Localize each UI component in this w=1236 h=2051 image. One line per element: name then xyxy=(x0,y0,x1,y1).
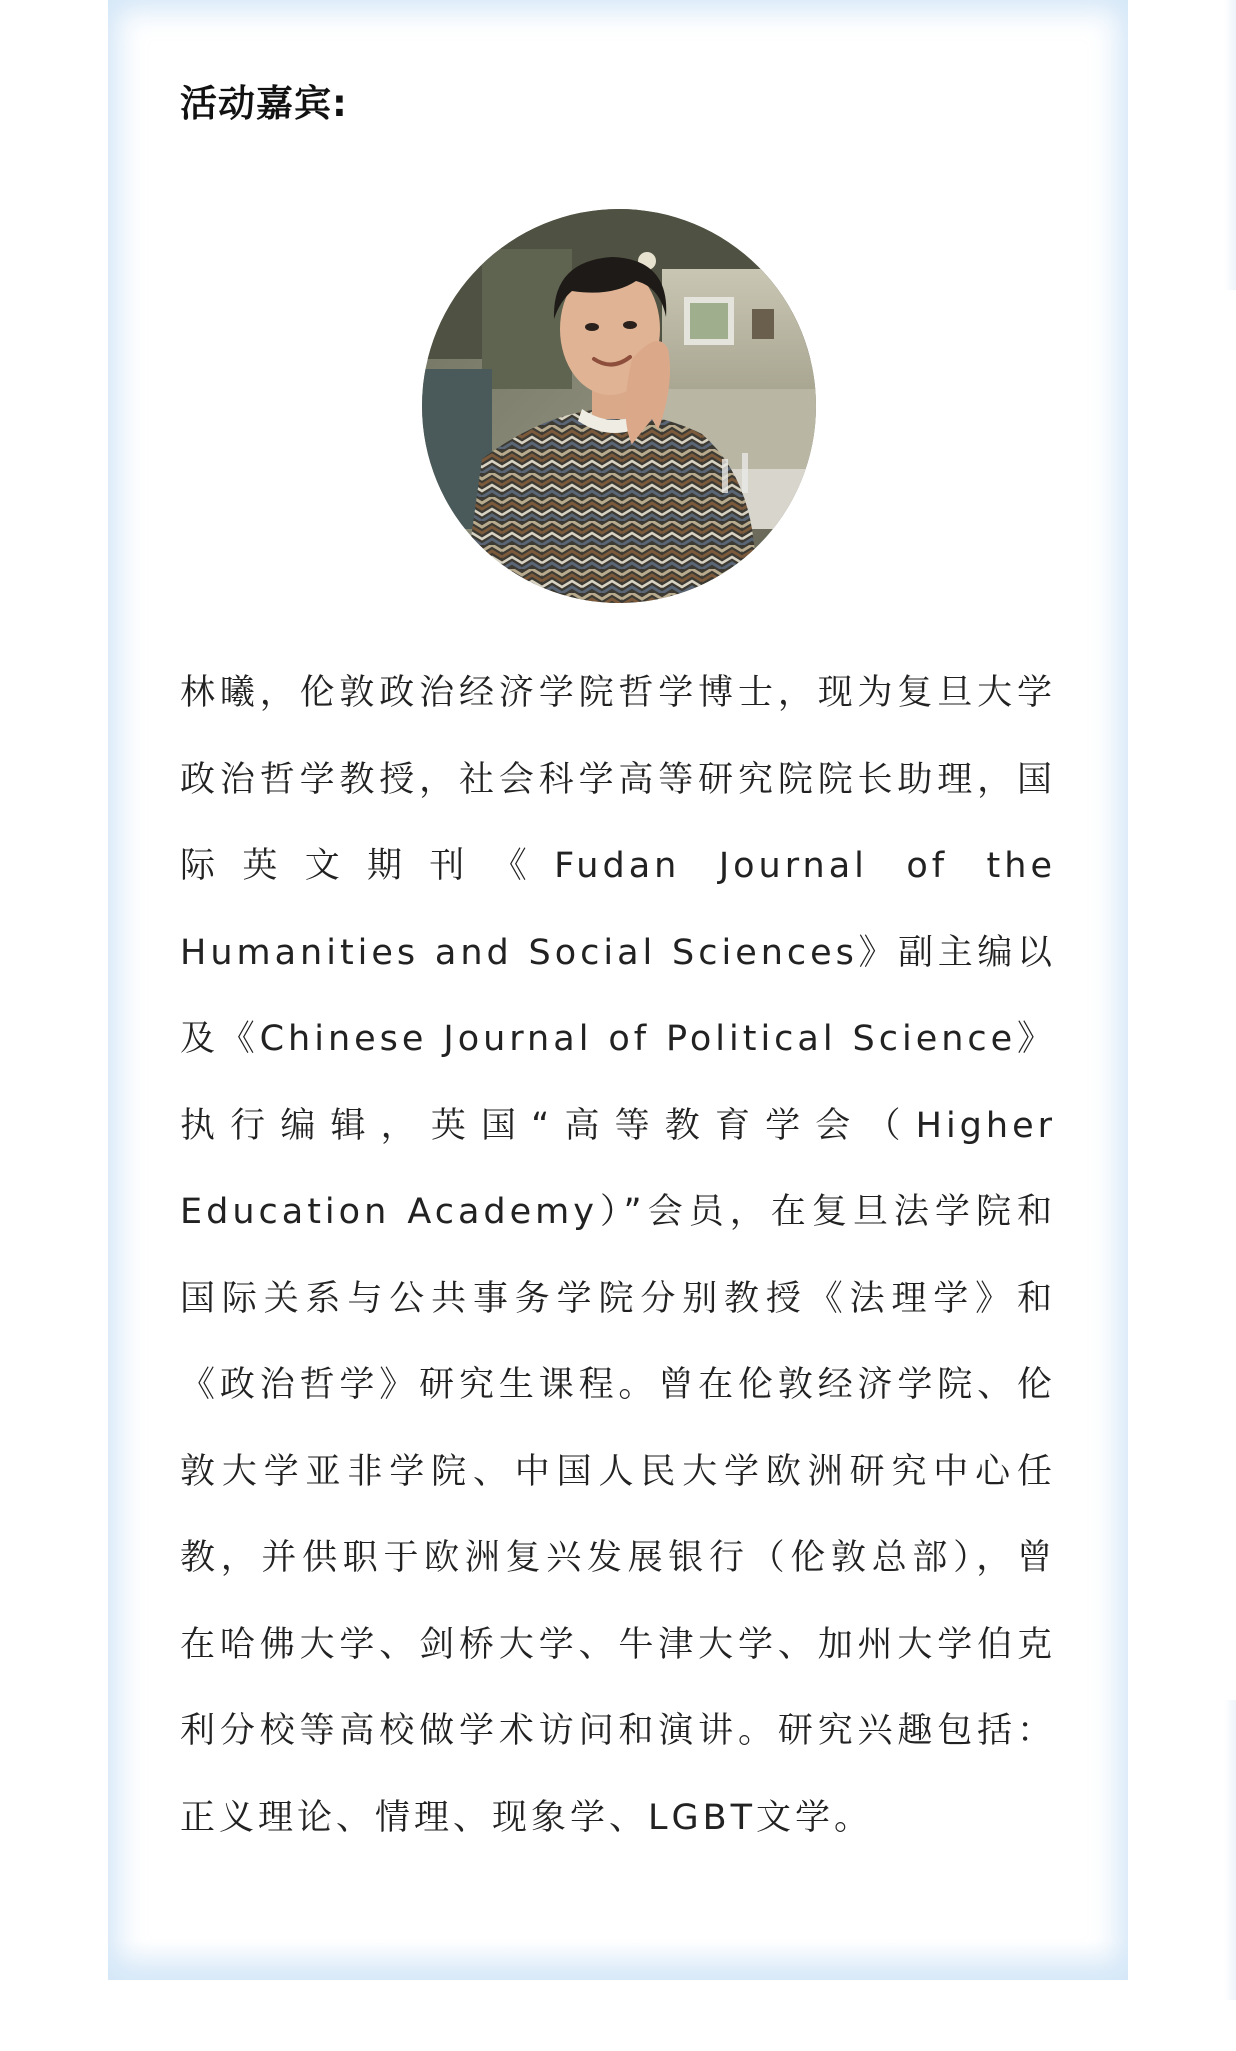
page-edge-strip-top xyxy=(1224,0,1236,290)
section-heading: 活动嘉宾: xyxy=(180,82,348,125)
guest-photo xyxy=(422,209,816,603)
guest-avatar xyxy=(422,209,816,603)
page-edge-strip-bottom xyxy=(1224,1700,1236,2000)
guest-bio: 林曦，伦敦政治经济学院哲学博士，现为复旦大学政治哲学教授，社会科学高等研究院院长助理，国际英文期刊《Fudan Journal of the Humanities and Social Sciences》副主编以及《Chinese Journal of Political Science》执行编辑，英国“高等教育学会（Higher Education Academy）”会员，在复旦法学院和国际关系与公共事务学院分别教授《法理学》和《政治哲学》研究生课程。曾在伦敦经济学院、伦敦大学亚非学院、中国人民大学欧洲研究中心任教，并供职于欧洲复兴发展银行（伦敦总部），曾在哈佛大学、剑桥大学、牛津大学、加州大学伯克利分校等高校做学术访问和演讲。研究兴趣包括：正义理论、情理、现象学、LGBT文学。 xyxy=(180,673,1056,1838)
